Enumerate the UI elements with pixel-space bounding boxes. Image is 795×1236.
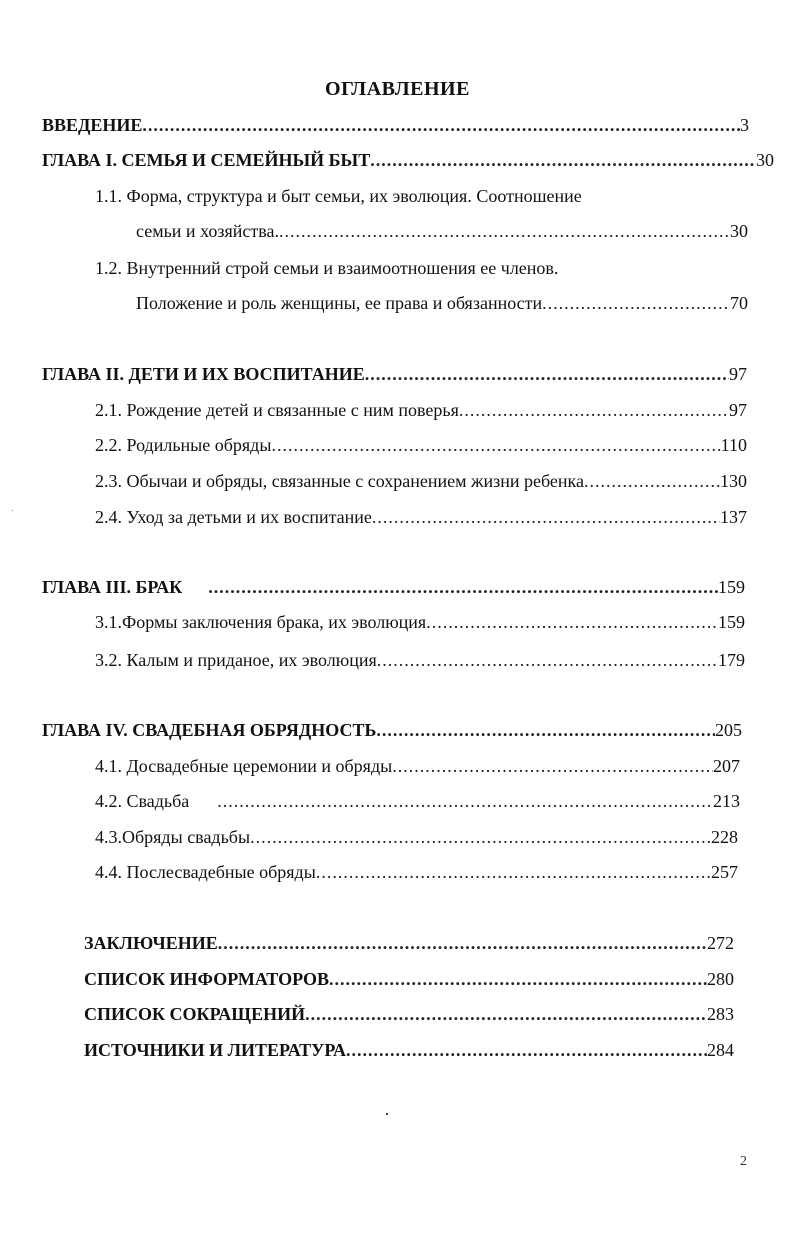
dot-leader xyxy=(218,931,707,955)
toc-page: 179 xyxy=(718,650,745,670)
toc-section-4-2 xyxy=(95,789,740,813)
toc-label: 1.1. Форма, структура и быт семьи, их эволюция. Соотношение xyxy=(95,186,582,206)
toc-section-1-2-line2 xyxy=(136,291,748,315)
dot-leader xyxy=(365,362,729,386)
toc-page: 257 xyxy=(711,862,738,882)
toc-page: 159 xyxy=(718,577,745,597)
toc-section-3-1 xyxy=(95,610,745,634)
toc-label: ГЛАВА I. СЕМЬЯ И СЕМЕЙНЫЙ БЫТ xyxy=(42,150,371,170)
toc-label: 2.3. Обычаи и обряды, связанные с сохранением жизни ребенка xyxy=(95,471,584,491)
toc-entry-conclusion xyxy=(84,931,734,955)
toc-label: СПИСОК ИНФОРМАТОРОВ xyxy=(84,969,329,989)
toc-label: 4.3.Обряды свадьбы xyxy=(95,827,251,847)
dot-leader xyxy=(392,754,713,778)
toc-label: 4.4. Послесвадебные обряды xyxy=(95,862,316,882)
toc-page: 213 xyxy=(713,791,740,811)
dot-leader xyxy=(250,825,711,849)
toc-label: 2.1. Рождение детей и связанные с ним поверья xyxy=(95,400,459,420)
dot-leader xyxy=(329,967,707,991)
toc-chapter-1 xyxy=(42,148,774,172)
dot-leader xyxy=(346,1038,707,1062)
toc-entry-intro xyxy=(42,113,749,137)
dot-leader xyxy=(142,113,740,137)
toc-entry-informants xyxy=(84,967,734,991)
dot-leader xyxy=(208,575,718,599)
toc-label: 4.1. Досвадебные церемонии и обряды xyxy=(95,756,393,776)
dot-leader xyxy=(542,291,730,315)
toc-page: 228 xyxy=(711,827,738,847)
toc-label: ГЛАВА IV. СВАДЕБНАЯ ОБРЯДНОСТЬ xyxy=(42,720,377,740)
toc-section-4-3 xyxy=(95,825,738,849)
toc-section-4-1 xyxy=(95,754,740,778)
toc-page: 3 xyxy=(740,115,749,135)
toc-section-1-1-line1 xyxy=(95,184,582,208)
toc-page: 130 xyxy=(720,471,747,491)
toc-section-2-2 xyxy=(95,433,747,457)
toc-section-2-4 xyxy=(95,505,747,529)
toc-chapter-4 xyxy=(42,718,742,742)
toc-page: 137 xyxy=(720,507,747,527)
dot-leader xyxy=(279,219,730,243)
toc-label: СПИСОК СОКРАЩЕНИЙ xyxy=(84,1004,306,1024)
dot-leader xyxy=(376,718,715,742)
toc-label: 1.2. Внутренний строй семьи и взаимоотношения ее членов. xyxy=(95,258,559,278)
toc-section-4-4 xyxy=(95,860,738,884)
toc-label: семьи и хозяйства. xyxy=(136,221,280,241)
toc-page: 284 xyxy=(707,1040,734,1060)
dot-leader xyxy=(459,398,729,422)
toc-entry-abbreviations xyxy=(84,1002,734,1026)
toc-chapter-2 xyxy=(42,362,747,386)
toc-page: 110 xyxy=(720,435,747,455)
dot-leader xyxy=(271,433,720,457)
toc-label: 2.4. Уход за детьми и их воспитание xyxy=(95,507,372,527)
toc-page: 30 xyxy=(756,150,774,170)
dot-leader xyxy=(370,148,756,172)
toc-chapter-3 xyxy=(42,575,745,599)
toc-label: ГЛАВА III. БРАК xyxy=(42,577,183,597)
page-title: ОГЛАВЛЕНИЕ xyxy=(325,78,470,100)
dot-leader xyxy=(316,860,711,884)
toc-entry-sources xyxy=(84,1038,734,1062)
toc-label: 3.1.Формы заключения брака, их эволюция xyxy=(95,612,427,632)
toc-page: 97 xyxy=(729,364,747,384)
toc-page: 70 xyxy=(730,293,748,313)
toc-page: 272 xyxy=(707,933,734,953)
dot-leader xyxy=(372,505,720,529)
dot-leader xyxy=(217,789,713,813)
toc-page: 205 xyxy=(715,720,742,740)
toc-label: ГЛАВА II. ДЕТИ И ИХ ВОСПИТАНИЕ xyxy=(42,364,365,384)
toc-label: Положение и роль женщины, ее права и обязанности xyxy=(136,293,543,313)
scan-speck xyxy=(12,510,13,511)
toc-page: 280 xyxy=(707,969,734,989)
toc-label: 2.2. Родильные обряды xyxy=(95,435,272,455)
dot-leader xyxy=(584,469,720,493)
toc-page: 159 xyxy=(718,612,745,632)
page-number: 2 xyxy=(740,1154,747,1169)
toc-section-1-2-line1 xyxy=(95,256,558,280)
toc-label: ЗАКЛЮЧЕНИЕ xyxy=(84,933,218,953)
toc-section-3-2 xyxy=(95,648,745,672)
toc-page: 283 xyxy=(707,1004,734,1024)
toc-label: 4.2. Свадьба xyxy=(95,791,190,811)
dot-leader xyxy=(377,648,718,672)
toc-label: ИСТОЧНИКИ И ЛИТЕРАТУРА xyxy=(84,1040,347,1060)
dot-leader xyxy=(426,610,718,634)
toc-label: ВВЕДЕНИЕ xyxy=(42,115,143,135)
toc-page: 97 xyxy=(729,400,747,420)
toc-section-1-1-line2 xyxy=(136,219,748,243)
toc-label: 3.2. Калым и приданое, их эволюция xyxy=(95,650,377,670)
toc-section-2-1 xyxy=(95,398,747,422)
scan-speck xyxy=(386,1113,388,1115)
dot-leader xyxy=(305,1002,707,1026)
toc-page: 207 xyxy=(713,756,740,776)
toc-page: 30 xyxy=(730,221,748,241)
toc-section-2-3 xyxy=(95,469,747,493)
